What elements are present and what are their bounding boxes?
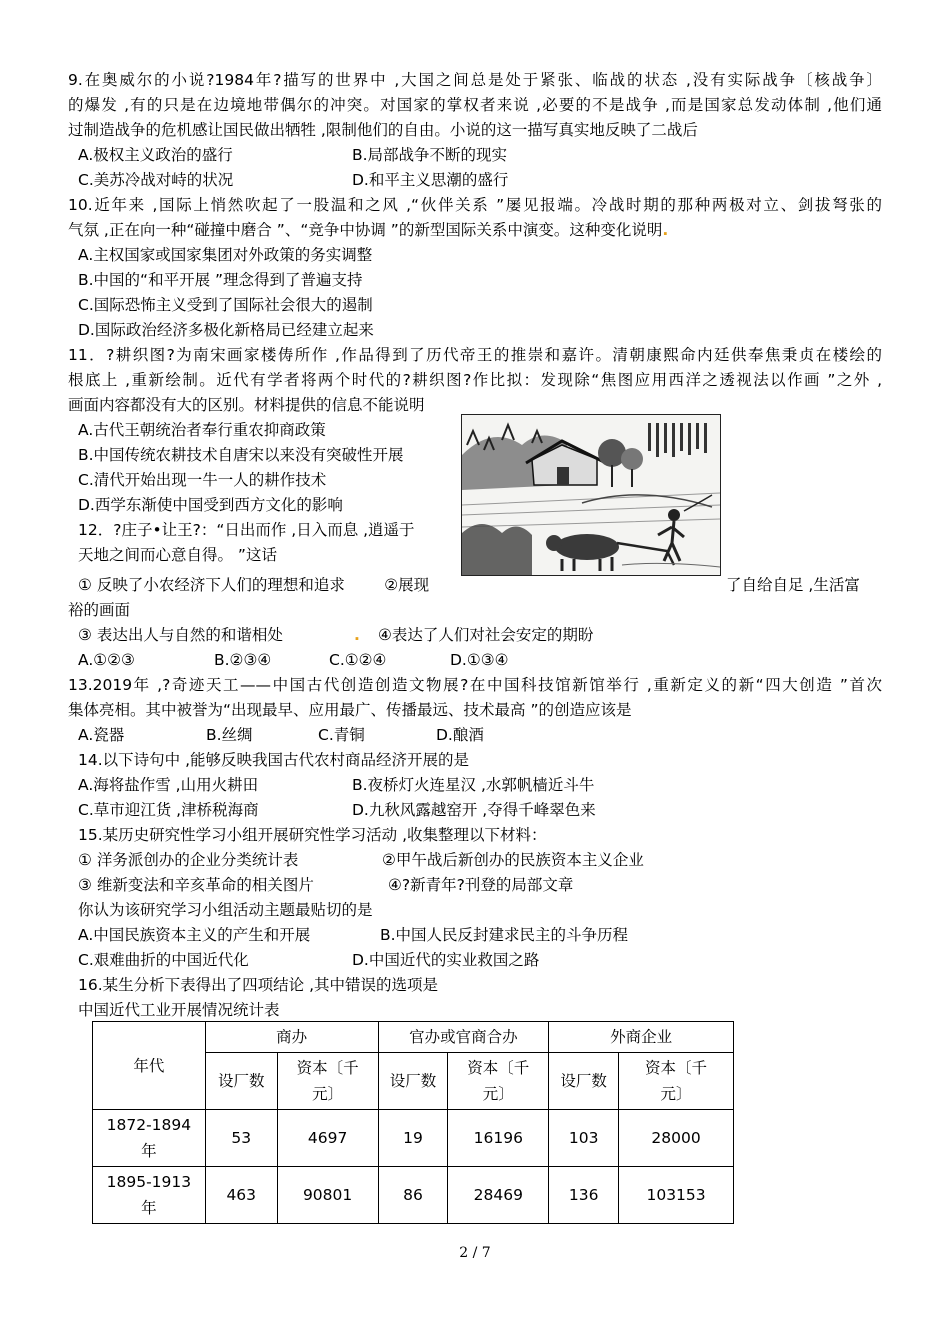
q13-option-c: C.青铜 (318, 726, 365, 744)
q9-option-b: B.局部战争不断的现实 (352, 146, 508, 164)
plowing-illustration (461, 414, 721, 576)
capital-header: 资本〔千 元〕 (619, 1053, 734, 1110)
table-cell: 28469 (448, 1167, 549, 1224)
table-cell: 103 (549, 1110, 619, 1167)
q16-line-1: 16.某生分析下表得出了四项结论 ,其中错误的选项是 (78, 976, 439, 994)
q15-line-1: 15.某历史研究性学习小组开展研究性学习活动 ,收集整理以下材料： (78, 826, 547, 844)
table-cell: 463 (205, 1167, 277, 1224)
q14-option-c: C.草市迎江货 ,津桥税海商 (78, 801, 259, 819)
q11-option-b: B.中国传统农耕技术自唐宋以来没有突破性开展 (78, 446, 404, 464)
table-cell: 19 (378, 1110, 448, 1167)
q14-line-1: 14.以下诗句中 ,能够反映我国古代农村商品经济开展的是 (78, 751, 470, 769)
q12-line-5b: ④表达了人们对社会安定的期盼 (378, 626, 594, 644)
q14-option-d: D.九秋风露越窑开 ,夺得千峰翠色来 (352, 801, 596, 819)
q12-line-5a: ③ 表达出人与自然的和谐相处 (78, 626, 283, 644)
q12-option-c: C.①②④ (329, 651, 387, 669)
table-cell: 16196 (448, 1110, 549, 1167)
group-header-foreign: 外商企业 (549, 1022, 734, 1053)
q12-option-b: B.②③④ (214, 651, 272, 669)
q15-option-c: C.艰难曲折的中国近代化 (78, 951, 249, 969)
q15-option-d: D.中国近代的实业救国之路 (352, 951, 540, 969)
table-row (93, 1110, 734, 1167)
farming-scene-drawing (462, 415, 720, 575)
q12-line-1: 12．?庄子•让王?：“日出而作 ,日入而息 ,逍遥于 (78, 521, 415, 539)
q12-option-a: A.①②③ (78, 651, 135, 669)
table-row (93, 1167, 734, 1224)
table-cell: 103153 (619, 1167, 734, 1224)
capital-header: 资本〔千 元〕 (448, 1053, 549, 1110)
factories-header: 设厂数 (205, 1053, 277, 1110)
q11-option-a: A.古代王朝统治者奉行重农抑商政策 (78, 421, 326, 439)
table-cell: 136 (549, 1167, 619, 1224)
q11-line-1: 11．?耕织图?为南宋画家楼俦所作 ,作品得到了历代帝王的推崇和嘉许。清朝康熙命内廷供奉焦秉贞在楼绘的 (68, 346, 882, 364)
q12-line-2: 天地之间而心意自得。 ”这话 (78, 546, 277, 564)
q10-option-a: A.主权国家或国家集团对外政策的务实调整 (78, 246, 373, 264)
q15-line-4: 你认为该研究学习小组活动主题最贴切的是 (78, 901, 373, 919)
q12-dot: . (354, 626, 360, 644)
year-cell: 1872-1894 年 (93, 1110, 206, 1167)
q9-line-1: 9.在奥威尔的小说?1984年?描写的世界中 ,大国之间总是处于紧张、临战的状态 ,没有实际战争〔核战争〕 (68, 71, 882, 89)
q15-option-b: B.中国人民反封建求民主的斗争历程 (380, 926, 629, 944)
q11-line-2: 根底上 ,重新绘制。近代有学者将两个时代的?耕织图?作比拟：发现除“焦图应用西洋之透视法以作画 ”之外 , (68, 371, 882, 389)
q12-line-3a: ① 反映了小农经济下人们的理想和追求 ②展现 (78, 576, 430, 594)
table-cell: 90801 (277, 1167, 378, 1224)
q13-option-a: A.瓷器 (78, 726, 125, 744)
q10-option-b: B.中国的“和平开展 ”理念得到了普遍支持 (78, 271, 363, 289)
q15-item-1: ① 洋务派创办的企业分类统计表 (78, 851, 299, 869)
q15-item-3: ③ 维新变法和辛亥革命的相关图片 (78, 876, 314, 894)
q11-option-d: D.西学东渐使中国受到西方文化的影响 (78, 496, 343, 514)
q9-line-3: 过制造战争的危机感让国民做出牺牲 ,限制他们的自由。小说的这一描写真实地反映了二战后 (68, 121, 698, 139)
year-header: 年代 (93, 1022, 206, 1110)
q9-line-2: 的爆发 ,有的只是在边境地带偶尔的冲突。对国家的掌权者来说 ,必要的不是战争 ,而是国家总发动体制 ,他们通 (68, 96, 882, 114)
q12-line-4: 裕的画面 (68, 601, 131, 619)
table-cell: 53 (205, 1110, 277, 1167)
q10-option-d: D.国际政治经济多极化新格局已经建立起来 (78, 321, 374, 339)
capital-header: 资本〔千 元〕 (277, 1053, 378, 1110)
q9-option-c: C.美苏冷战对峙的状况 (78, 171, 234, 189)
q12-line-3b: 了自给自足 ,生活富 (726, 576, 860, 594)
table-cell: 28000 (619, 1110, 734, 1167)
q10-line-1: 10.近年来 ,国际上悄然吹起了一股温和之风 ,“伙伴关系 ”屡见报端。冷战时期的那种两极对立、剑拔弩张的 (68, 196, 882, 214)
q10-line-2: 气氛 ,正在向一种“碰撞中磨合 ”、“竞争中协调 ”的新型国际关系中演变。这种变化说明. (68, 221, 669, 239)
table-cell: 86 (378, 1167, 448, 1224)
table-header-row-1 (93, 1022, 734, 1053)
factories-header: 设厂数 (378, 1053, 448, 1110)
factories-header: 设厂数 (549, 1053, 619, 1110)
table-cell: 4697 (277, 1110, 378, 1167)
q9-option-d: D.和平主义思潮的盛行 (352, 171, 509, 189)
q13-option-d: D.酿酒 (436, 726, 484, 744)
q11-option-c: C.清代开始出现一牛一人的耕作技术 (78, 471, 327, 489)
q14-option-b: B.夜桥灯火连星汉 ,水郭帆樯近斗牛 (352, 776, 595, 794)
q13-line-1: 13.2019年 ,?奇迹天工——中国古代创造创造文物展?在中国科技馆新馆举行 ,重新定义的新“四大创造 ”首次 (68, 676, 882, 694)
q10-option-c: C.国际恐怖主义受到了国际社会很大的遏制 (78, 296, 373, 314)
industry-statistics-table (92, 1021, 734, 1224)
q12-option-d: D.①③④ (450, 651, 509, 669)
page-number: 2 / 7 (459, 1245, 491, 1261)
year-cell: 1895-1913 年 (93, 1167, 206, 1224)
group-header-official: 官办或官商合办 (378, 1022, 549, 1053)
q15-option-a: A.中国民族资本主义的产生和开展 (78, 926, 311, 944)
q13-option-b: B.丝绸 (206, 726, 253, 744)
table-caption: 中国近代工业开展情况统计表 (78, 1001, 280, 1019)
q13-line-2: 集体亮相。其中被誉为“出现最早、应用最广、传播最远、技术最高 ”的创造应该是 (68, 701, 632, 719)
q15-item-4: ④?新青年?刊登的局部文章 (388, 876, 574, 894)
q14-option-a: A.海将盐作雪 ,山用火耕田 (78, 776, 259, 794)
q11-line-3: 画面内容都没有大的区别。材料提供的信息不能说明 (68, 396, 425, 414)
group-header-private: 商办 (205, 1022, 378, 1053)
q15-item-2: ②甲午战后新创办的民族资本主义企业 (382, 851, 644, 869)
q9-option-a: A.极权主义政治的盛行 (78, 146, 233, 164)
